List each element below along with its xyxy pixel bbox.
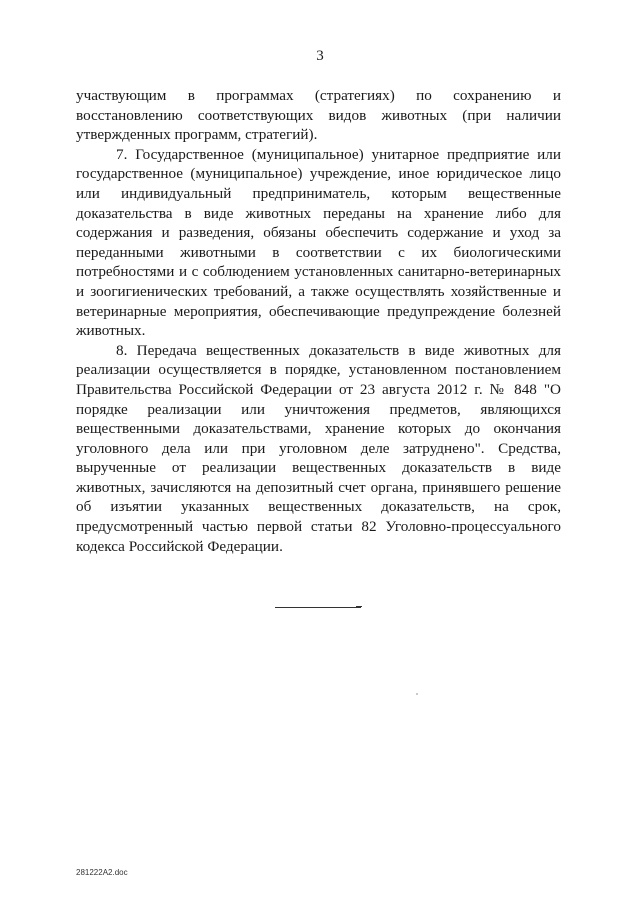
paragraph-item-7: 7. Государственное (муниципальное) унитарное предприятие или государственное (муниципальное) учреждение, иное юридическое лицо или индивидуальный предприниматель, которым вещественные доказательства в виде животных переданы на хранение либо для содержания и разведения, обязаны обеспечить содержание и уход за переданными животными в соответствии с их биологическими потребностями и с соблюдением установленных санитарно-ветеринарных и зоогигиенических требований, а также осуществлять хозяйственные и ветеринарные мероприятия, обеспечивающие предупреждение болезней животных. (76, 145, 561, 340)
closing-divider (275, 607, 361, 608)
paragraph-continuation: участвующим в программах (стратегиях) по сохранению и восстановлению соответствующих видов животных (при наличии утвержденных программ, стратегий). (76, 87, 561, 144)
paragraph-item-8: 8. Передача вещественных доказательств в виде животных для реализации осуществляется в порядке, установленном постановлением Правительства Российской Федерации от 23 августа 2012 г. № 848 "О порядке реализации или уничтожения предметов, являющихся вещественными доказательствами, хранение которых до окончания уголовного дела или при уголовном деле затруднено". Средства, вырученные от реализации вещественных доказательств в виде животных, зачисляются на депозитный счет органа, принявшего решение об изъятии указанных вещественных доказательств, на срок, предусмотренный частью первой статьи 82 Уголовно-процессуального кодекса Российской Федерации. (76, 341, 561, 555)
footer-file-name: 281222A2.doc (76, 868, 128, 877)
document-body (76, 86, 561, 556)
page-number: 3 (316, 48, 324, 64)
scan-speck (416, 693, 418, 695)
closing-divider-tick (356, 606, 362, 607)
